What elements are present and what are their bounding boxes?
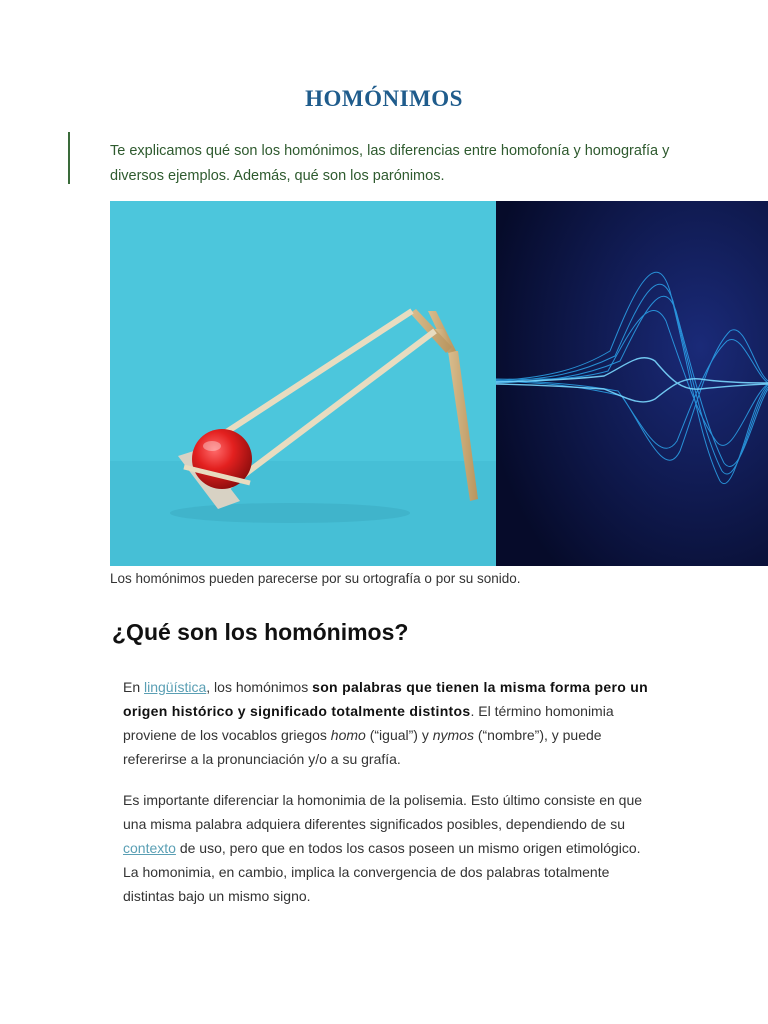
paragraph-italic-nymos: nymos	[432, 727, 474, 743]
section-heading: ¿Qué son los homónimos?	[112, 619, 409, 645]
paragraph-text: (“igual”) y	[365, 727, 433, 743]
paragraph-polisemia	[123, 788, 653, 908]
intro-quote-bar	[68, 132, 70, 184]
intro-text: Te explicamos qué son los homónimos, las diferencias entre homofonía y homografía y diversos ejemplos. Además, qué son los parónimos.	[110, 143, 670, 184]
hero-image	[110, 201, 768, 566]
slingshot-photo	[110, 201, 496, 566]
link-linguistica[interactable]: lingüística	[144, 679, 207, 695]
paragraph-bold-text: son palabras que tienen la misma forma pero un origen histórico y significado totalmente distintos	[123, 679, 648, 719]
link-contexto[interactable]: contexto	[123, 840, 176, 856]
paragraph-text: (“nombre”), y puede refererirse a la pronunciación y/o a su grafía.	[123, 727, 602, 767]
paragraph-italic-homo: homo	[330, 727, 366, 743]
image-caption: Los homónimos pueden parecerse por su ortografía o por su sonido.	[110, 571, 521, 586]
paragraph-text: de uso, pero que en todos los casos poseen un mismo origen etimológico. La homonimia, en cambio, implica la convergencia de dos palabras totalmente distintas bajo un mismo signo.	[123, 840, 641, 904]
paragraph-text: En	[123, 679, 145, 695]
paragraph-definition	[123, 675, 653, 771]
paragraph-text: Es importante diferenciar la homonimia de la polisemia. Esto último consiste en que una misma palabra adquiera diferentes significados posibles, dependiendo de su	[123, 792, 643, 832]
paragraph-text: . El término homonimia proviene de los vocablos griegos	[123, 703, 614, 743]
soundwave-photo	[496, 201, 768, 566]
paragraph-text: , los homónimos	[206, 679, 313, 695]
page-title: HOMÓNIMOS	[305, 86, 463, 111]
